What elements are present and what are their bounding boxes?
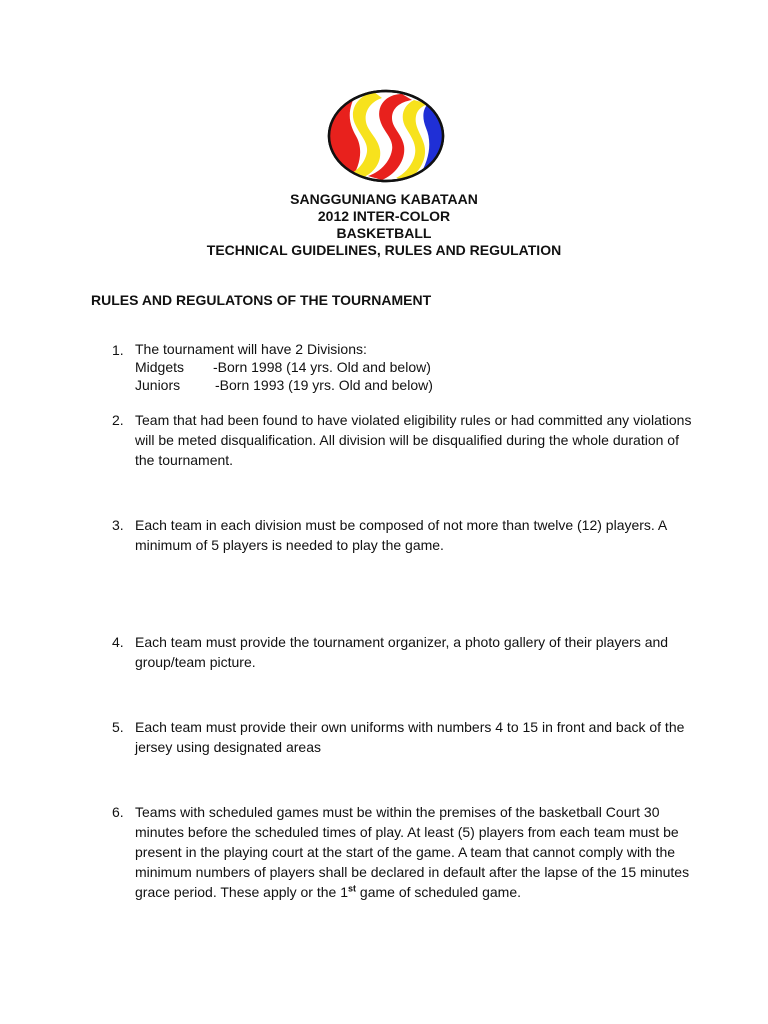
rule-text: Team that had been found to have violated eligibility rules or had committed any violations will be meted disqualification. All division will be disqualified during the whole duration of the tournament.: [135, 412, 692, 468]
rule-text: The tournament will have 2 Divisions:: [135, 341, 367, 357]
rule-number: 1.: [112, 342, 124, 358]
division-detail: -Born 1998 (14 yrs. Old and below): [213, 359, 431, 375]
division-name: Juniors: [135, 377, 181, 393]
rule-number: 3.: [112, 517, 124, 533]
rule-number: 2.: [112, 412, 124, 428]
title-sport: BASKETBALL: [336, 225, 432, 241]
division-detail: -Born 1993 (19 yrs. Old and below): [215, 377, 433, 393]
rule-item-6: [112, 802, 692, 902]
ordinal-suffix: st: [348, 883, 357, 894]
rule-number: 5.: [112, 719, 124, 735]
rule-number: 6.: [112, 804, 124, 820]
rule-text: Each team must provide their own uniforms with numbers 4 to 15 in front and back of the jersey using designated areas: [135, 719, 685, 755]
title-event: 2012 INTER-COLOR: [317, 208, 451, 224]
rule-item-5: [112, 717, 692, 757]
rule-text-main: Teams with scheduled games must be within the premises of the basketball Court 30 minutes before the scheduled times of play. At least (5) players from each team must be present in the playing court at the start of the game. A team that cannot comply with the minimum numbers of players shall be declared in default after the lapse of the 15 minutes grace period. These apply or the 1: [135, 804, 690, 900]
title-organization: SANGGUNIANG KABATAAN: [290, 191, 478, 207]
division-name: Midgets: [135, 359, 185, 375]
title-subject: TECHNICAL GUIDELINES, RULES AND REGULATION: [206, 242, 562, 258]
rule-item-3: [112, 515, 692, 555]
division-midgets: [135, 358, 692, 376]
rule-item-2: [112, 410, 692, 470]
sk-logo: [326, 88, 446, 184]
rule-number: 4.: [112, 634, 124, 650]
division-juniors: [135, 376, 692, 394]
rule-text: Each team must provide the tournament organizer, a photo gallery of their players and group/team picture.: [135, 634, 669, 670]
rule-text: [135, 802, 692, 902]
document-title: [0, 191, 768, 259]
rule-text: Each team in each division must be composed of not more than twelve (12) players. A minimum of 5 players is needed to play the game.: [135, 517, 667, 553]
rule-item-1: [112, 340, 692, 394]
rule-item-4: [112, 632, 692, 672]
rule-text-end: game of scheduled game.: [356, 884, 522, 900]
sk-logo-emblem-icon: [326, 88, 446, 184]
section-heading: RULES AND REGULATONS OF THE TOURNAMENT: [91, 292, 432, 308]
